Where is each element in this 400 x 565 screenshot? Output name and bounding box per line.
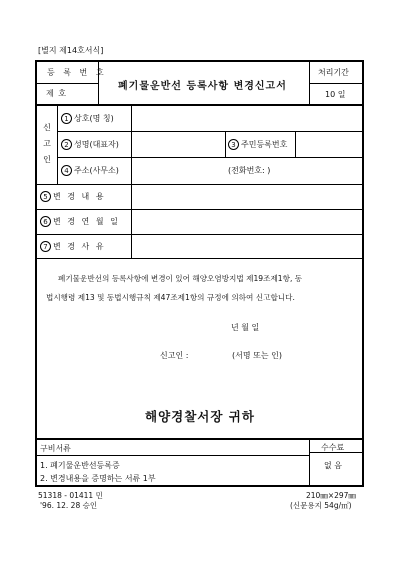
footer-approved: '96. 12. 28 승인	[40, 501, 98, 510]
frame-bottom	[35, 485, 364, 487]
change-row-line-2	[35, 234, 364, 235]
resident-number-text: 주민등록번호	[241, 140, 288, 149]
change-rows-divider	[131, 184, 132, 258]
address-label	[61, 165, 119, 176]
applicant-bottom-line	[35, 184, 364, 185]
registration-number-label: 등 록 번 호	[47, 68, 107, 77]
signature-label: (서명 또는 인)	[232, 351, 282, 360]
processing-period-value: 10 일	[325, 90, 346, 99]
footer-code: 51318 - 01411 민	[38, 491, 103, 500]
number-circle: 2	[61, 139, 72, 150]
required-doc-item-1: 1. 폐기물운반선등록증	[40, 461, 120, 470]
address-text: 주소(사무소)	[74, 166, 119, 175]
change-date-label	[40, 216, 120, 227]
required-doc-item-2: 2. 변경내용을 증명하는 서류 1부	[40, 474, 156, 483]
phone-label: (전화번호: )	[228, 166, 271, 175]
addressee-office: 해양경찰서장 귀하	[145, 409, 255, 424]
change-content-label	[40, 191, 106, 202]
declarant-label: 신고인 :	[160, 351, 189, 360]
applicant-side-divider	[57, 105, 58, 184]
fee-value: 없 음	[324, 461, 342, 470]
header-mid-line	[35, 83, 98, 84]
applicant-label-divider	[131, 105, 132, 184]
change-date-text: 변 경 연 월 일	[53, 217, 120, 226]
header-mid-line-right	[309, 83, 363, 84]
rrn-divider-left	[225, 131, 226, 158]
fee-divider	[309, 439, 310, 486]
number-circle: 5	[40, 191, 51, 202]
statement-line-1: 폐기물운반선의 등록사항에 변경이 있어 해양오염방지법 제19조제1항, 동	[58, 274, 303, 283]
frame-right	[362, 60, 364, 487]
required-docs-header: 구비서류	[40, 444, 71, 453]
number-circle: 4	[61, 165, 72, 176]
issue-number-label: 제 호	[46, 89, 67, 98]
representative-text: 성명(대표자)	[74, 140, 119, 149]
date-line: 년 월 일	[231, 323, 260, 332]
number-circle: 3	[228, 139, 239, 150]
applicant-row-line-2	[57, 157, 363, 158]
header-bottom-line	[35, 104, 364, 106]
change-reason-text: 변 경 사 유	[53, 242, 106, 251]
processing-period-label: 처리기간	[318, 68, 349, 77]
frame-left	[35, 60, 37, 487]
business-name-text: 상호(명 칭)	[74, 114, 114, 123]
change-content-text: 변 경 내 용	[53, 192, 106, 201]
docs-top-line	[35, 438, 364, 440]
docs-header-line	[35, 455, 309, 456]
applicant-row-line-1	[57, 131, 363, 132]
statement-line-2: 법시행령 제13 및 동법시행규칙 제47조제1항의 규정에 의하여 신고합니다.	[46, 293, 295, 302]
rrn-divider-right	[295, 131, 296, 158]
frame-top	[35, 60, 364, 62]
number-circle: 1	[61, 113, 72, 124]
footer-paper: (신문용지 54g/㎡)	[290, 501, 352, 510]
fee-label: 수수료	[321, 443, 345, 452]
header-divider-right	[309, 60, 310, 105]
number-circle: 6	[40, 216, 51, 227]
footer-size: 210㎜×297㎜	[306, 491, 356, 500]
applicant-side-label: 신 고 인	[43, 123, 51, 164]
form-number: [별지 제14호서식]	[38, 46, 104, 55]
change-reason-label	[40, 241, 106, 252]
change-row-line-1	[35, 209, 364, 210]
resident-number-label	[228, 139, 287, 150]
change-rows-bottom-line	[35, 258, 364, 259]
number-circle: 7	[40, 241, 51, 252]
representative-label	[61, 139, 119, 150]
form-title: 폐기물운반선 등록사항 변경신고서	[118, 81, 287, 92]
business-name-label	[61, 113, 114, 124]
